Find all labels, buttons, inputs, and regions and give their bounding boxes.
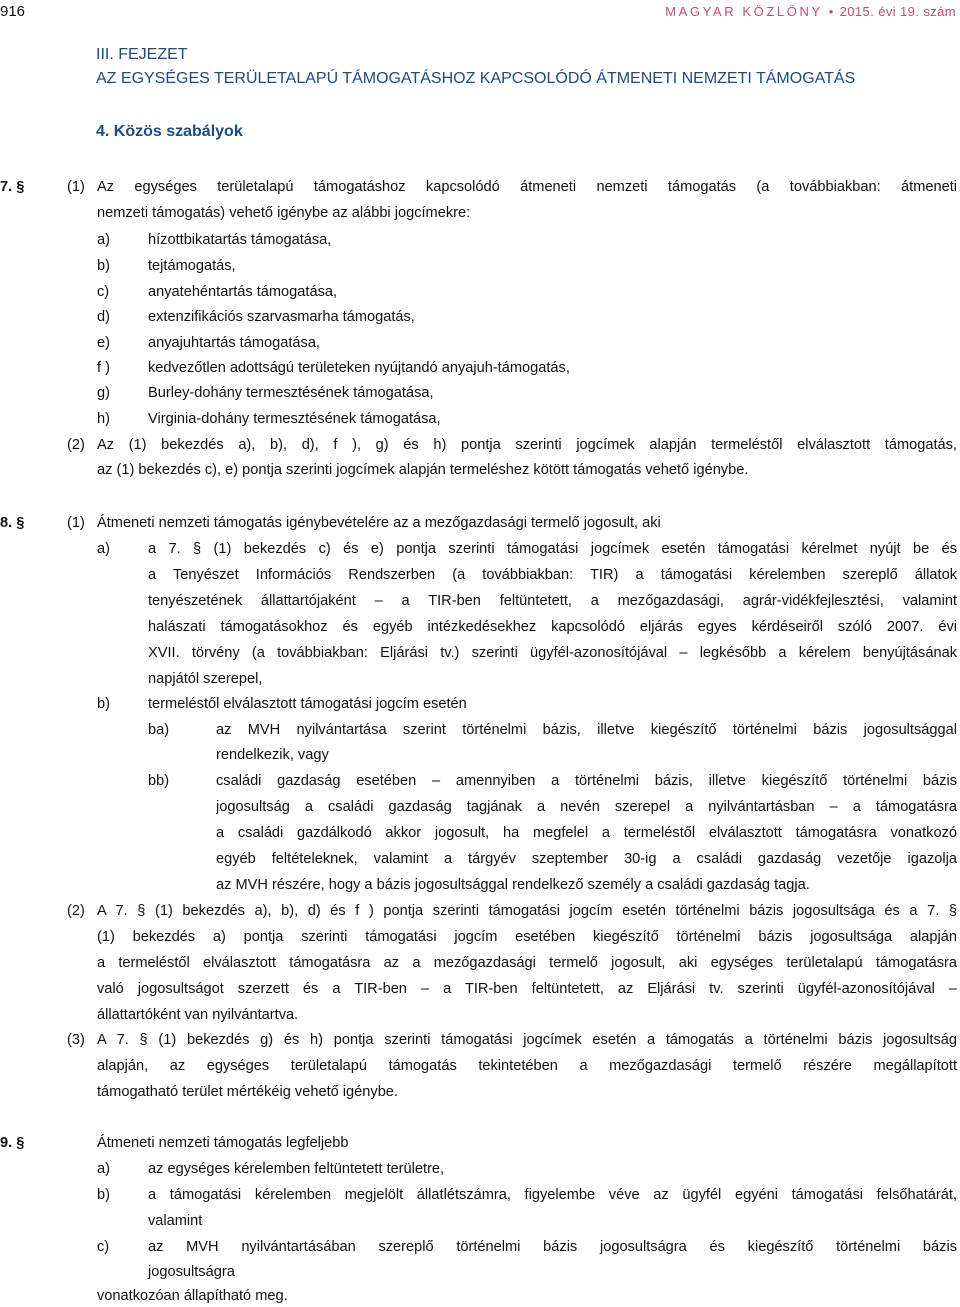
s7-item-text: hízottbikatartás támogatása, xyxy=(148,232,332,248)
s7-p2-label: (2) xyxy=(67,437,85,453)
s7-item-label: g) xyxy=(97,385,110,401)
s7-item-text: Virginia-dohány termesztésének támogatása, xyxy=(148,411,441,427)
s7-item-text: tejtámogatás, xyxy=(148,258,236,274)
s7-item-label: b) xyxy=(97,258,110,274)
s9-c-label: c) xyxy=(97,1239,110,1255)
s8-p1-label: (1) xyxy=(67,515,85,531)
s8-p3-line: A 7. § (1) bekezdés g) és h) pontja szerinti támogatási jogcímek esetén a támogatás a történelmi bázis jogosultság xyxy=(97,1032,957,1048)
s8-bb-label: bb) xyxy=(148,773,170,789)
s8-a-line: napjától szerepel, xyxy=(148,671,263,687)
s8-a-line: a 7. § (1) bekezdés c) és e) pontja szerinti támogatási jogcímek esetén támogatási kérelmet nyújt be és xyxy=(148,541,957,557)
s8-p2-line: A 7. § (1) bekezdés a), b), d) és f ) pontja szerinti támogatási jogcím esetén történelmi bázis jogosultsága és a 7. § xyxy=(97,903,957,919)
page-number: 916 xyxy=(0,3,26,20)
s7-p2-line: az (1) bekezdés c), e) pontja szerinti jogcímek alapján termeléshez kötött támogatás vehető igénybe. xyxy=(97,462,749,478)
section-8-number: 8. § xyxy=(0,515,25,531)
s7-item-label: c) xyxy=(97,284,110,300)
s7-p1-line: Az egységes területalapú támogatáshoz kapcsolódó átmeneti nemzeti támogatás (a továbbiakban: átmeneti xyxy=(97,179,957,195)
s7-item-label: h) xyxy=(97,411,110,427)
s9-b-label: b) xyxy=(97,1187,110,1203)
s9-b-line: a támogatási kérelemben megjelölt állatlétszámra, figyelembe véve az ügyfél egyéni támogatási felsőhatárát, xyxy=(148,1187,957,1203)
s8-bb-line: az MVH részére, hogy a bázis jogosultsággal rendelkező személy a családi gazdaság tagja. xyxy=(216,877,810,893)
s8-ba-line: az MVH nyilvántartása szerint történelmi bázis, illetve kiegészítő történelmi bázis jogosultsággal xyxy=(216,722,957,738)
s8-a-line: XVII. törvény (a továbbiakban: Eljárási tv.) szerinti ügyfél-azonosítójával – legkésőbb a kérelem benyújtásának xyxy=(148,645,957,661)
issue-number: 2015. évi 19. szám xyxy=(839,4,956,19)
section-9-number: 9. § xyxy=(0,1135,25,1151)
s8-b-text: termeléstől elválasztott támogatási jogcím esetén xyxy=(148,696,467,712)
s8-b-label: b) xyxy=(97,696,110,712)
s8-p1-text: Átmeneti nemzeti támogatás igénybevételére az a mezőgazdasági termelő jogosult, aki xyxy=(97,515,661,531)
s7-p1-label: (1) xyxy=(67,179,85,195)
journal-name: MAGYAR KÖZLÖNY xyxy=(665,4,823,19)
s8-p2-label: (2) xyxy=(67,903,85,919)
section-subtitle: 4. Közös szabályok xyxy=(96,123,243,140)
s9-intro: Átmeneti nemzeti támogatás legfeljebb xyxy=(97,1135,349,1151)
s8-p2-line: állattartóként van nyilvántartva. xyxy=(97,1007,299,1023)
s8-p3-label: (3) xyxy=(67,1032,85,1048)
s8-p3-line: alapján, az egységes területalapú támogatás tekintetében a mezőgazdasági termelő részére megállapított xyxy=(97,1058,957,1074)
s8-p2-line: a termeléstől elválasztott támogatásra az a mezőgazdasági termelő jogosult, aki egységes területalapú támogatásra xyxy=(97,955,957,971)
s7-p2-line: Az (1) bekezdés a), b), d), f ), g) és h) pontja szerinti jogcímek alapján termeléstől elválasztott támogatás, xyxy=(97,437,957,453)
s7-p1-line: nemzeti támogatás) vehető igénybe az alábbi jogcímekre: xyxy=(97,205,471,221)
s8-a-line: halászati támogatásokhoz és egyéb intézkedésekhez kapcsolódó eljárás egyes kérdéseiről szóló 2007. évi xyxy=(148,619,957,635)
s9-c-line: jogosultságra xyxy=(148,1264,235,1280)
s7-item-text: anyatehéntartás támogatása, xyxy=(148,284,338,300)
s7-item-text: Burley-dohány termesztésének támogatása, xyxy=(148,385,434,401)
section-7-number: 7. § xyxy=(0,179,25,195)
s8-a-line: a Tenyészet Információs Rendszerben (a továbbiakban: TIR) a támogatási kérelemben szereplő állatok xyxy=(148,567,957,583)
s8-p2-line: való jogosultságot szerzett és a TIR-ben – a TIR-ben feltüntetett, az Eljárási tv. szerinti ügyfél-azonosítójával – xyxy=(97,981,957,997)
s9-c-line: az MVH nyilvántartásában szereplő történelmi bázis jogosultságra és kiegészítő történelmi bázis xyxy=(148,1239,957,1255)
s8-ba-line: rendelkezik, vagy xyxy=(216,747,329,763)
s7-item-text: anyajuhtartás támogatása, xyxy=(148,335,320,351)
s7-item-label: a) xyxy=(97,232,110,248)
s7-item-text: kedvezőtlen adottságú területeken nyújtandó anyajuh-támogatás, xyxy=(148,360,570,376)
s7-item-label: f ) xyxy=(97,360,110,376)
s8-p3-line: támogatható terület mértékéig vehető igénybe. xyxy=(97,1084,398,1100)
s8-ba-label: ba) xyxy=(148,722,170,738)
s8-bb-line: egyéb feltételeknek, valamint a tárgyév szeptember 30-ig a családi gazdaság vezetője igazolja xyxy=(216,851,957,867)
s9-a-label: a) xyxy=(97,1161,110,1177)
chapter-title: AZ EGYSÉGES TERÜLETALAPÚ TÁMOGATÁSHOZ KAPCSOLÓDÓ ÁTMENETI NEMZETI TÁMOGATÁS xyxy=(96,70,856,87)
s9-a-text: az egységes kérelemben feltüntetett területre, xyxy=(148,1161,445,1177)
s8-bb-line: jogosultság a családi gazdaság tagjának a nevén szerepel a nyilvántartásban – a támogatásra xyxy=(216,799,957,815)
s9-b-line: valamint xyxy=(148,1213,203,1229)
s8-bb-line: a családi gazdálkodó akkor jogosult, ha megfelel a termeléstől elválasztott támogatásra vonatkozó xyxy=(216,825,957,841)
s7-item-label: d) xyxy=(97,309,110,325)
s7-item-label: e) xyxy=(97,335,110,351)
s8-a-label: a) xyxy=(97,541,110,557)
running-head xyxy=(665,4,956,19)
s8-bb-line: családi gazdaság esetében – amennyiben a történelmi bázis, illetve kiegészítő történelmi bázis xyxy=(216,773,957,789)
s8-p2-line: (1) bekezdés a) pontja szerinti támogatási jogcím esetében kiegészítő történelmi bázis jogosultsága alapján xyxy=(97,929,957,945)
s9-closing: vonatkozóan állapítható meg. xyxy=(97,1288,288,1304)
running-head-separator: • xyxy=(828,4,834,19)
chapter-number: III. FEJEZET xyxy=(96,46,188,63)
s8-a-line: tenyészetének állattartójaként – a TIR-ben feltüntetett, a mezőgazdasági, agrár-vidékfejlesztési, valamint xyxy=(148,593,957,609)
s7-item-text: extenzifikációs szarvasmarha támogatás, xyxy=(148,309,415,325)
